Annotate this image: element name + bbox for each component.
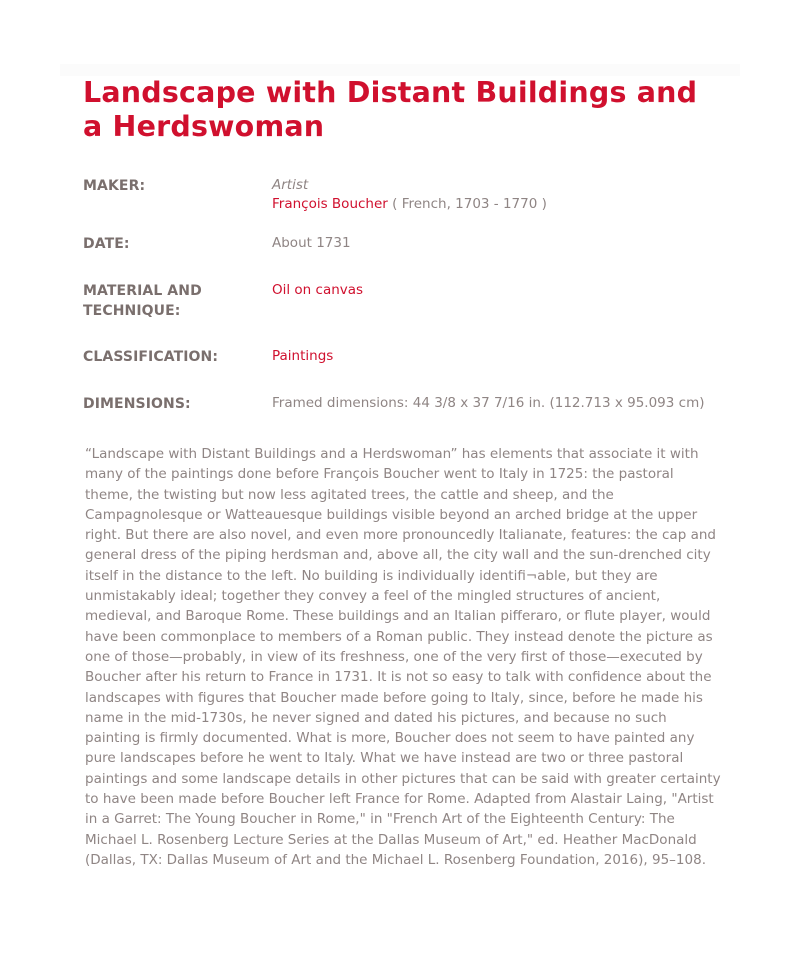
dimensions-label: DIMENSIONS: [83, 396, 191, 412]
material-value-wrap [272, 281, 732, 300]
classification-link[interactable]: Paintings [272, 348, 334, 364]
maker-value [272, 176, 732, 214]
header-band [60, 64, 740, 76]
maker-name-line [272, 195, 732, 214]
date-label: DATE: [83, 236, 130, 252]
maker-role: Artist [272, 177, 309, 193]
material-label: MATERIAL AND TECHNIQUE: [83, 283, 202, 319]
maker-details: ( French, 1703 - 1770 ) [387, 196, 547, 212]
material-link[interactable]: Oil on canvas [272, 282, 364, 298]
classification-value-wrap [272, 347, 732, 366]
date-value: About 1731 [272, 235, 351, 251]
artwork-title: Landscape with Distant Buildings and a Herdswoman [83, 76, 698, 143]
classification-label: CLASSIFICATION: [83, 349, 219, 365]
artwork-description: “Landscape with Distant Buildings and a Herdswoman” has elements that associate it with many of the paintings done before François Boucher went to Italy in 1725: the pastoral theme, the twisting but now less agitated trees, the cattle and sheep, and the Campagnolesque or Watteauesque buildings visible beyond an arched bridge at the upper right. But there are also novel, and even more pronouncedly Italianate, features: the cap and general dress of the piping herdsman and, above all, the city wall and the sun-drenched city itself in the distance to the left. No building is individually identifi¬able, but they are unmistakably ideal; together they convey a feel of the mingled structures of ancient, medieval, and Baroque Rome. These buildings and an Italian pifferaro, or flute player, would have been commonplace to members of a Roman public. They instead denote the picture as one of those—probably, in view of its freshness, one of the very first of those—executed by Boucher after his return to France in 1731. It is not so easy to talk with confidence about the landscapes with figures that Boucher made before going to Italy, since, before he made his name in the mid-1730s, he never signed and dated his pictures, and because no such painting is firmly documented. What is more, Boucher does not seem to have painted any pure landscapes before he went to Italy. What we have instead are two or three pastoral paintings and some landscape details in other pictures that can be said with greater certainty to have been made before Boucher left France for Rome. Adapted from Alastair Laing, "Artist in a Garret: The Young Boucher in Rome," in "French Art of the Eighteenth Century: The Michael L. Rosenberg Lecture Series at the Dallas Museum of Art," ed. Heather MacDonald (Dallas, TX: Dallas Museum of Art and the Michael L. Rosenberg Foundation, 2016), 95–108. [85, 446, 721, 868]
maker-label: MAKER: [83, 178, 146, 194]
dimensions-value: Framed dimensions: 44 3/8 x 37 7/16 in. (112.713 x 95.093 cm) [272, 395, 705, 411]
maker-name-link[interactable]: François Boucher [272, 196, 388, 212]
